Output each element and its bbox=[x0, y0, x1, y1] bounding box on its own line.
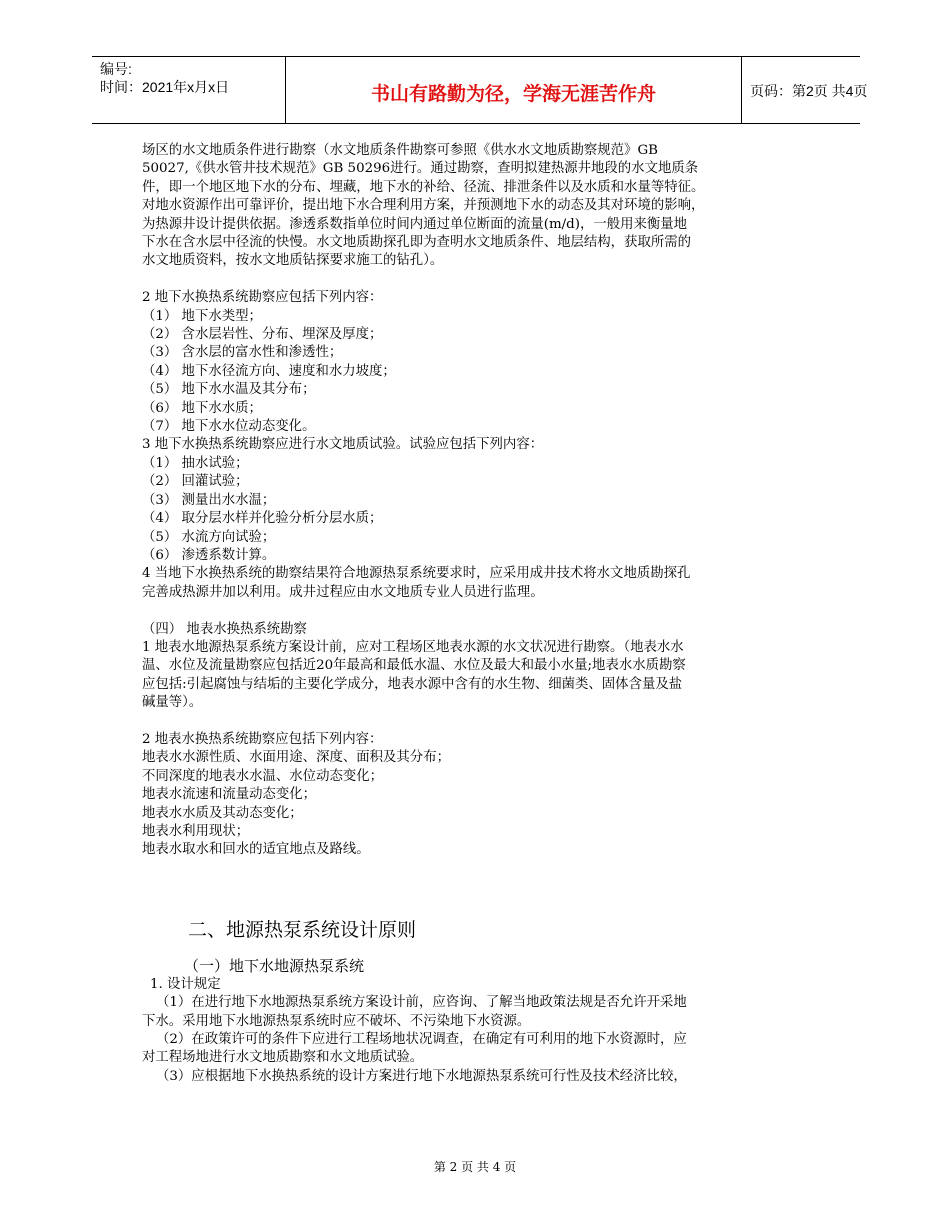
list-item: （5） 水流方向试验； bbox=[142, 529, 276, 545]
paragraph-survey-intro bbox=[142, 142, 832, 271]
document-number-label: 编号: bbox=[100, 61, 132, 77]
text-line: 完善成热源井加以利用。成井过程应由水文地质专业人员进行监理。 bbox=[142, 584, 544, 600]
list-item: （2） 回灌试验； bbox=[142, 474, 249, 490]
paragraph-surface-water bbox=[142, 639, 832, 713]
list-item: 不同深度的地表水水温、水位动态变化； bbox=[142, 768, 384, 784]
text-line: 应包括:引起腐蚀与结垢的主要化学成分，地表水源中含有的水生物、细菌类、固体含量及盐 bbox=[142, 676, 683, 692]
text-line: （2）在政策许可的条件下应进行工程场地状况调查，在确定有可利用的地下水资源时，应 bbox=[156, 1032, 687, 1048]
text-line: （3）应根据地下水换热系统的设计方案进行地下水地源热泵系统可行性及技术经济比较， bbox=[156, 1068, 687, 1084]
list-item: （6） 渗透系数计算。 bbox=[142, 547, 276, 563]
list-item: （4） 取分层水样并化验分析分层水质； bbox=[142, 511, 383, 527]
page-header bbox=[92, 56, 868, 124]
paragraph-well-completion bbox=[142, 565, 832, 602]
header-page-cell bbox=[742, 57, 868, 123]
list-item: 地表水水源性质、水面用途、深度、面积及其分布； bbox=[142, 750, 450, 766]
list-item: （1） 抽水试验； bbox=[142, 455, 249, 471]
section-heading: 2 地下水换热系统勘察应包括下列内容： bbox=[142, 290, 383, 306]
list-item: 地表水水质及其动态变化； bbox=[142, 805, 303, 821]
text-line: 水文地质资料，按水文地质钻探要求施工的钻孔）。 bbox=[142, 253, 444, 269]
list-surface-water-survey bbox=[142, 749, 832, 859]
list-item: （2） 含水层岩性、分布、埋深及厚度； bbox=[142, 327, 383, 343]
list-item: 地表水流速和流量动态变化； bbox=[142, 787, 317, 803]
text-line: 场区的水文地质条件进行勘察（水文地质条件勘察可参照《供水水文地质勘察规范》GB bbox=[142, 143, 658, 158]
list-item: （5） 地下水水温及其分布； bbox=[142, 382, 316, 398]
section-heading: 2 地表水换热系统勘察应包括下列内容： bbox=[142, 731, 383, 747]
header-motto-cell bbox=[285, 57, 742, 123]
text-line: 4 当地下水换热系统的勘察结果符合地源热泵系统要求时，应采用成井技术将水文地质勘探孔 bbox=[142, 566, 691, 582]
subsection-heading: （四） 地表水换热系统勘察 bbox=[142, 621, 307, 637]
list-item: （6） 地下水水质； bbox=[142, 400, 262, 416]
header-meta-cell bbox=[92, 57, 285, 123]
list-item: 地表水利用现状； bbox=[142, 823, 250, 839]
text-line: 对地水资源作出可靠评价，提出地下水合理利用方案，并预测地下水的动态及其对环境的影响， bbox=[142, 198, 705, 214]
text-line: 下水在含水层中径流的快慢。水文地质勘探孔即为查明水文地质条件、地层结构，获取所需的 bbox=[142, 235, 692, 251]
paragraph-design-rules bbox=[142, 994, 832, 1086]
list-item: （7） 地下水水位动态变化。 bbox=[142, 419, 316, 435]
document-date: 时间：2021年x月x日 bbox=[100, 79, 230, 95]
text-line: 碱量等）。 bbox=[142, 695, 203, 711]
text-line: 50027,《供水管井技术规范》GB 50296进行。通过勘察，查明拟建热源井地段的水文地质条 bbox=[142, 161, 699, 177]
motto: 书山有路勤为径，学海无涯苦作舟 bbox=[370, 83, 656, 105]
text-line: 件，即一个地区地下水的分布、埋藏，地下水的补给、径流、排泄条件以及水质和水量等特征。 bbox=[142, 179, 705, 195]
chapter-subtitle: （一）地下水地源热泵系统 bbox=[184, 956, 365, 975]
list-item: （4） 地下水径流方向、速度和水力坡度； bbox=[142, 363, 396, 379]
text-line: 为热源井设计提供依据。渗透系数指单位时间内通过单位断面的流量(m/d)，一般用来衡量地 bbox=[142, 216, 688, 232]
text-line: 下水。采用地下水地源热泵系统时应不破坏、不污染地下水资源。 bbox=[142, 1013, 531, 1029]
list-hydro-tests bbox=[142, 455, 832, 565]
list-item: （1） 地下水类型； bbox=[142, 308, 262, 324]
list-item: （3） 含水层的富水性和渗透性； bbox=[142, 345, 343, 361]
section-heading: 3 地下水换热系统勘察应进行水文地质试验。试验应包括下列内容： bbox=[142, 437, 544, 453]
design-rules-heading: 1. 设计规定 bbox=[150, 976, 221, 992]
list-item: 地表水取水和回水的适宜地点及路线。 bbox=[142, 842, 370, 858]
text-line: 1 地表水地源热泵系统方案设计前，应对工程场区地表水源的水文状况进行勘察。（地表水水 bbox=[142, 639, 684, 655]
text-line: 温、水位及流量勘察应包括近20年最高和最低水温、水位及最大和最小水量;地表水水质勘察 bbox=[142, 658, 686, 674]
text-line: （1）在进行地下水地源热泵系统方案设计前，应咨询、了解当地政策法规是否允许开采地 bbox=[156, 995, 687, 1011]
list-groundwater-survey bbox=[142, 308, 832, 437]
text-line: 对工程场地进行水文地质勘察和水文地质试验。 bbox=[142, 1050, 424, 1066]
document-body bbox=[142, 142, 832, 1086]
list-item: （3） 测量出水水温； bbox=[142, 492, 276, 508]
page-footer: 第 2 页 共 4 页 bbox=[433, 1160, 517, 1174]
chapter-title: 二、地源热泵系统设计原则 bbox=[188, 918, 417, 941]
page-info: 页码：第2页 共4页 bbox=[750, 83, 868, 99]
